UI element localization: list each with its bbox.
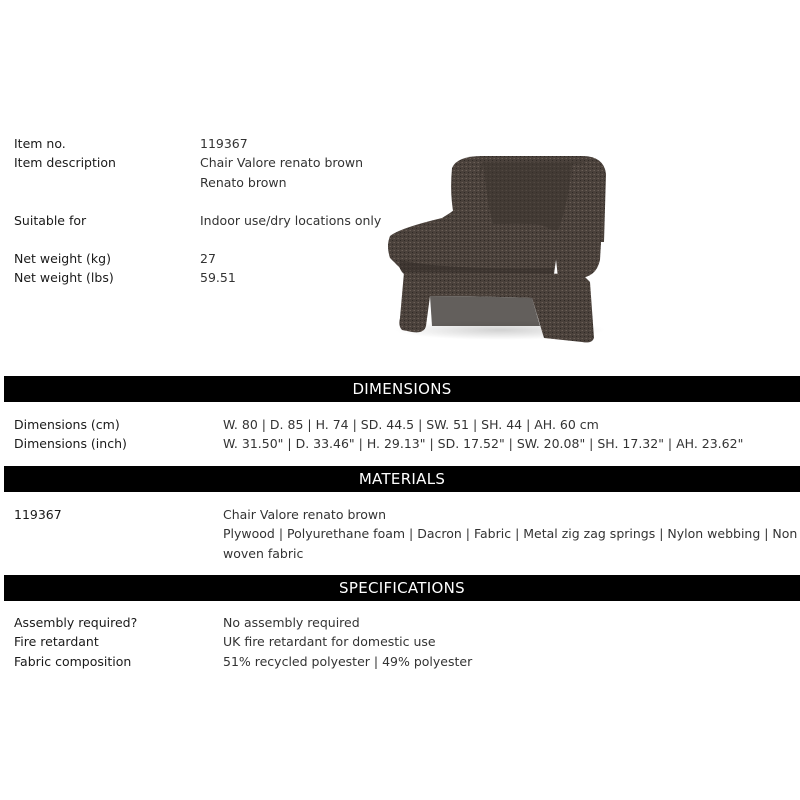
fabric-composition-value: 51% recycled polyester | 49% polyester: [223, 654, 473, 669]
item-no-label: Item no.: [14, 136, 66, 151]
suitable-for-label: Suitable for: [14, 213, 87, 228]
specifications-header: SPECIFICATIONS: [4, 575, 800, 601]
fire-retardant-label: Fire retardant: [14, 634, 99, 649]
assembly-value: No assembly required: [223, 615, 360, 630]
materials-header: MATERIALS: [4, 466, 800, 492]
item-description-label: Item description: [14, 155, 116, 170]
net-weight-lbs-label: Net weight (lbs): [14, 270, 114, 285]
item-description-value-2: Renato brown: [200, 175, 287, 190]
dimensions-inch-value: W. 31.50" | D. 33.46" | H. 29.13" | SD. 17.52" | SW. 20.08" | SH. 17.32" | AH. 23.62": [223, 436, 744, 451]
suitable-for-value: Indoor use/dry locations only: [200, 213, 382, 228]
net-weight-lbs-value: 59.51: [200, 270, 236, 285]
dimensions-inch-label: Dimensions (inch): [14, 436, 127, 451]
net-weight-kg-value: 27: [200, 251, 216, 266]
dimensions-cm-label: Dimensions (cm): [14, 417, 120, 432]
materials-list: Plywood | Polyurethane foam | Dacron | Fabric | Metal zig zag springs | Nylon webbing | Non woven fabric: [223, 526, 798, 561]
item-description-value: Chair Valore renato brown: [200, 155, 364, 170]
fabric-composition-label: Fabric composition: [14, 654, 132, 669]
materials-item-label: 119367: [14, 507, 62, 522]
dimensions-header: DIMENSIONS: [4, 376, 800, 402]
fire-retardant-value: UK fire retardant for domestic use: [223, 634, 436, 649]
dimensions-cm-value: W. 80 | D. 85 | H. 74 | SD. 44.5 | SW. 51 | SH. 44 | AH. 60 cm: [223, 417, 599, 432]
materials-name: Chair Valore renato brown: [223, 507, 387, 522]
assembly-label: Assembly required?: [14, 615, 138, 630]
product-image-chair: [382, 150, 612, 346]
item-no-value: 119367: [200, 136, 248, 151]
net-weight-kg-label: Net weight (kg): [14, 251, 111, 266]
